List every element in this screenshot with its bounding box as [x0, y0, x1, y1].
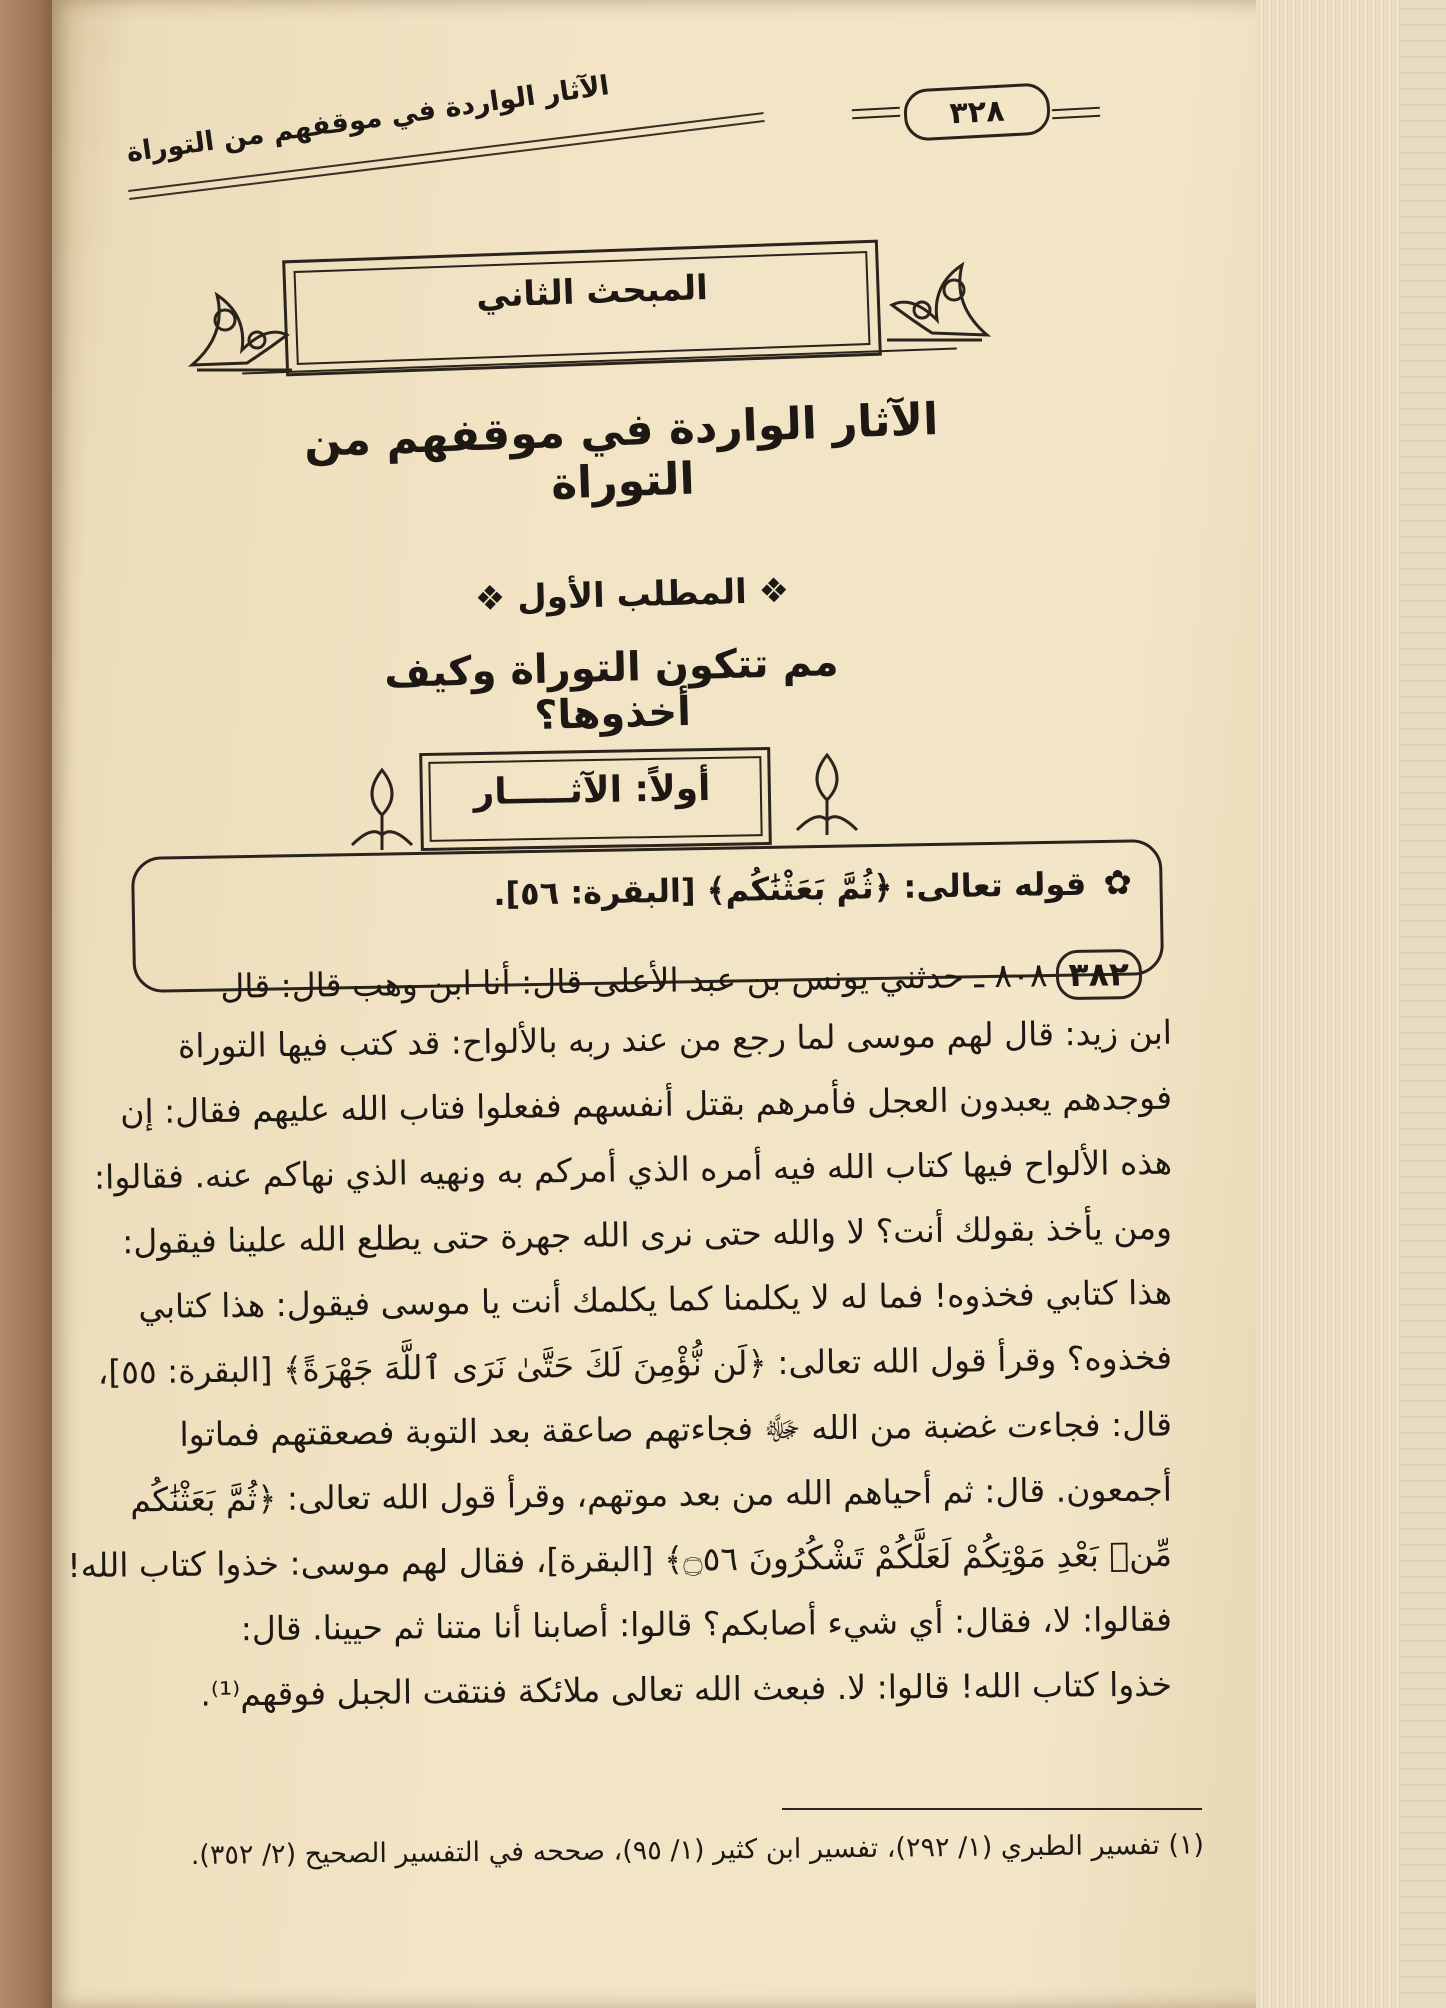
hadith-line-3: فوجدهم يعبدون العجل فأمرهم بقتل أنفسهم ففعلوا فتاب الله عليهم فقال: إن	[119, 1077, 1173, 1132]
chapter-title: الآثار الواردة في موقفهم من التوراة	[303, 393, 940, 510]
hadith-line-11: فقالوا: لا، فقال: أي شيء أصابكم؟ قالوا: أصابنا أنا متنا ثم حيينا. قال:	[240, 1599, 1173, 1649]
flower-bullet-icon: ✿	[1103, 862, 1133, 904]
hadith-line-9: أجمعون. قال: ثم أحياهم الله من بعد موتهم، وقرأ قول الله تعالى: ﴿ثُمَّ بَعَثْنَٰكُم	[130, 1469, 1173, 1520]
section-label: ❖ المطلب الأول ❖	[474, 570, 790, 620]
book-binding-edge	[0, 0, 60, 2008]
floral-ornament-right-icon	[882, 245, 992, 345]
floral-ornament-left-icon	[187, 275, 297, 375]
hadith-line-10: مِّنۢ بَعْدِ مَوْتِكُمْ لَعَلَّكُمْ تَشْكُرُونَ ۝٥٦﴾ [البقرة]، فقال لهم موسى: خذوا كتاب الله!	[67, 1534, 1173, 1586]
hadith-line-4: هذه الألواح فيها كتاب الله فيه أمره الذي أمركم به ونهيه الذي نهاكم عنه. فقالوا:	[93, 1142, 1173, 1197]
footnote-rule	[782, 1808, 1202, 1810]
hadith-line-6: هذا كتابي فخذوه! فما له لا يكلمنا كما يكلمك أنت يا موسى فيقول: هذا كتابي	[138, 1272, 1173, 1327]
verse-heading: ✿ قوله تعالى: ﴿ثُمَّ بَعَثْنَٰكُم﴾ [البقرة: ٥٦].	[492, 862, 1133, 913]
running-header-title: الآثار الواردة في موقفهم من التوراة	[124, 70, 612, 169]
hadith-line-5: ومن يأخذ بقولك أنت؟ لا والله حتى نرى الله جهرة حتى يطلع الله علينا فيقول:	[121, 1207, 1173, 1262]
hadith-line-12: خذوا كتاب الله! قالوا: لا. فبعث الله تعالى ملائكة فنتقت الجبل فوقهم⁽¹⁾.	[200, 1664, 1173, 1714]
athar-heading: أولاً: الآثـــــار	[473, 767, 711, 814]
hadith-line-8: قال: فجاءت غضبة من الله ﷻ فجاءتهم صاعقة بعد التوبة فصعقتهم فماتوا	[179, 1404, 1173, 1454]
page-block-edge	[1256, 0, 1446, 2008]
book-page	[52, 0, 1272, 2008]
chapter-label: المبحث الثاني	[475, 267, 709, 317]
hadith-line-2: ابن زيد: قال لهم موسى لما رجع من عند ربه بالألواح: قد كتب فيها التوراة	[177, 1012, 1173, 1066]
footnote: (١) تفسير الطبري (١/ ٢٩٢)، تفسير ابن كثير (١/ ٩٥)، صححه في التفسير الصحيح (٢/ ٣٥٢).	[190, 1829, 1205, 1872]
page-number-dash-left	[852, 107, 900, 119]
section-title: مم تتكون التوراة وكيف أخذوها؟	[383, 639, 840, 740]
leaf-ornament-left-icon	[342, 765, 422, 855]
hadith-line-1: ٣٨٢٨٠٨ ـ حدثني يونس بن عبد الأعلى قال: أنا ابن وهب قال: قال	[282, 949, 1143, 1011]
page-number: ٣٢٨	[903, 82, 1052, 142]
leaf-ornament-right-icon	[787, 750, 867, 840]
hadith-line-7: فخذوه؟ وقرأ قول الله تعالى: ﴿لَن نُّؤْمِنَ لَكَ حَتَّىٰ نَرَى ٱللَّهَ جَهْرَةً﴾ [البقرة: ٥٥]،	[97, 1337, 1173, 1392]
page-number-dash-right	[1052, 107, 1100, 119]
hadith-circle-number: ٣٨٢	[1055, 949, 1142, 1000]
